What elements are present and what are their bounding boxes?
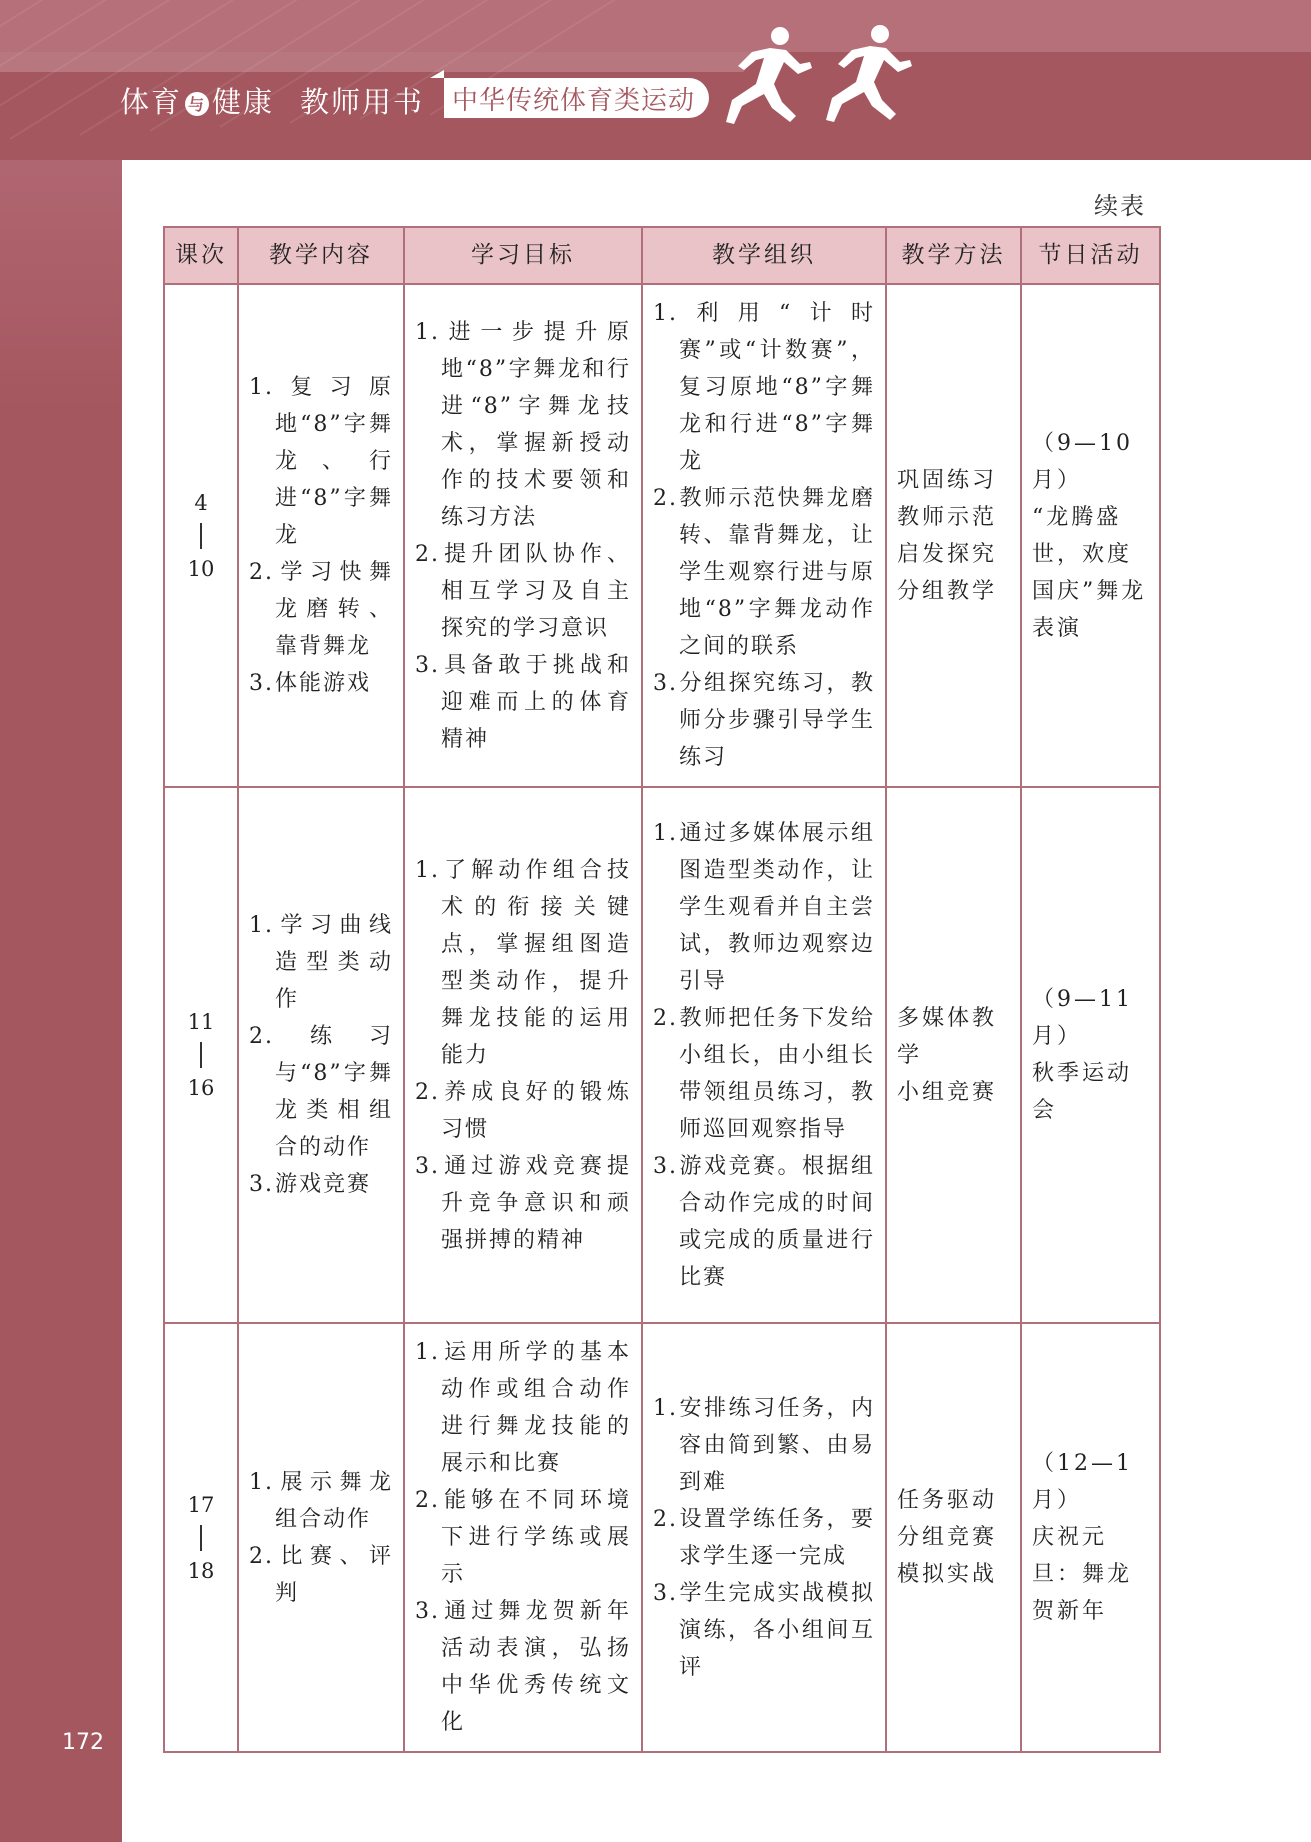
brand-part2: 健康 bbox=[212, 84, 275, 119]
festival-activity: “龙腾盛世，欢度国庆”舞龙表演 bbox=[1032, 504, 1147, 641]
methods-cell bbox=[886, 1323, 1021, 1752]
lesson-start: 4 bbox=[194, 490, 208, 515]
list-item: 2.教师把任务下发给小组长，由小组长带领组员练习，教师巡回观察指导 bbox=[653, 1005, 875, 1142]
list-item: 1.通过多媒体展示组图造型类动作，让学生观看并自主尝试，教师边观察边引导 bbox=[653, 820, 875, 994]
lesson-range bbox=[164, 284, 238, 787]
list-item: 2.教师示范快舞龙磨转、靠背舞龙，让学生观察行进与原地“8”字舞龙动作之间的联系 bbox=[653, 486, 875, 659]
list-item: 1.展示舞龙组合动作 bbox=[249, 1469, 393, 1532]
header-band bbox=[0, 0, 1311, 52]
list-item: 2.学习快舞龙磨转、靠背舞龙 bbox=[249, 560, 393, 659]
festival-activity: 庆祝元旦：舞龙贺新年 bbox=[1032, 1525, 1133, 1624]
lesson-end: 10 bbox=[187, 556, 215, 581]
list-item: 2.养成良好的锻炼习惯 bbox=[415, 1079, 631, 1142]
festival-cell bbox=[1021, 284, 1160, 787]
list-item: 2.设置学练任务，要求学生逐一完成 bbox=[653, 1506, 875, 1569]
range-bar bbox=[200, 523, 202, 549]
header-content: 教学内容 bbox=[238, 227, 404, 284]
method-item: 小组竞赛 bbox=[897, 1079, 998, 1105]
content-cell bbox=[238, 284, 404, 787]
list-item: 3.通过游戏竞赛提升竞争意识和顽强拼搏的精神 bbox=[415, 1153, 631, 1253]
list-item: 2.练习与“8”字舞龙类相组合的动作 bbox=[249, 1024, 393, 1160]
list-item: 3.具备敢于挑战和迎难而上的体育精神 bbox=[415, 652, 631, 752]
header-methods: 教学方法 bbox=[886, 227, 1021, 284]
methods-cell bbox=[886, 787, 1021, 1323]
list-item: 3.体能游戏 bbox=[249, 671, 372, 696]
left-sidebar bbox=[0, 160, 122, 1842]
methods-cell bbox=[886, 284, 1021, 787]
method-item: 分组竞赛 bbox=[897, 1525, 998, 1550]
lesson-range bbox=[164, 787, 238, 1323]
list-item: 2.提升团队协作、相互学习及自主探究的学习意识 bbox=[415, 541, 631, 641]
header-festival: 节日活动 bbox=[1021, 227, 1160, 284]
sidebar-decoration bbox=[0, 160, 122, 410]
runners-icon bbox=[712, 22, 922, 142]
method-item: 模拟实战 bbox=[897, 1562, 998, 1587]
method-item: 教师示范 bbox=[897, 504, 998, 530]
header-organization: 教学组织 bbox=[642, 227, 886, 284]
goals-cell bbox=[404, 1323, 642, 1752]
page-number: 172 bbox=[62, 1730, 104, 1755]
lesson-end: 18 bbox=[187, 1558, 215, 1583]
organization-cell bbox=[642, 284, 886, 787]
list-item: 3.学生完成实战模拟演练，各小组间互评 bbox=[653, 1580, 875, 1680]
teaching-plan-table bbox=[163, 226, 1161, 1753]
chapter-chip: 中华传统体育类运动 bbox=[444, 78, 709, 118]
list-item: 3.分组探究练习，教师分步骤引导学生练习 bbox=[653, 671, 875, 770]
list-item: 3.游戏竞赛 bbox=[249, 1172, 372, 1197]
festival-date: （9—10月） bbox=[1032, 430, 1133, 493]
organization-cell bbox=[642, 787, 886, 1323]
brand-circle-icon: 与 bbox=[185, 92, 209, 116]
table-header-row bbox=[164, 227, 1160, 284]
list-item: 3.通过舞龙贺新年活动表演，弘扬中华优秀传统文化 bbox=[415, 1599, 631, 1735]
list-item: 1.学习曲线造型类动作 bbox=[249, 913, 393, 1012]
method-item: 任务驱动 bbox=[897, 1488, 998, 1513]
list-item: 1.进一步提升原地“8”字舞龙和行进“8”字舞龙技术，掌握新授动作的技术要领和练习方法 bbox=[415, 319, 631, 530]
method-item: 多媒体教学 bbox=[897, 1005, 998, 1068]
goals-cell bbox=[404, 787, 642, 1323]
organization-cell bbox=[642, 1323, 886, 1752]
table-row bbox=[164, 1323, 1160, 1752]
brand-part1: 体育 bbox=[120, 84, 183, 119]
method-item: 启发探究 bbox=[897, 541, 998, 567]
list-item: 1.了解动作组合技术的衔接关键点，掌握组图造型类动作，提升舞龙技能的运用能力 bbox=[415, 857, 631, 1068]
brand-subtitle: 教师用书 bbox=[300, 84, 425, 119]
list-item: 1.安排练习任务，内容由简到繁、由易到难 bbox=[653, 1395, 875, 1495]
list-item: 1.利用“计时赛”或“计数赛”，复习原地“8”字舞龙和行进“8”字舞龙 bbox=[653, 301, 875, 474]
page-header bbox=[0, 0, 1311, 160]
method-item: 分组教学 bbox=[897, 578, 998, 604]
header-band-accent bbox=[0, 52, 760, 72]
lesson-start: 11 bbox=[187, 1010, 215, 1034]
festival-activity: 秋季运动会 bbox=[1032, 1061, 1133, 1123]
content-cell bbox=[238, 787, 404, 1323]
table-row bbox=[164, 284, 1160, 787]
continued-label: 续表 bbox=[1094, 192, 1146, 220]
range-bar bbox=[200, 1525, 202, 1551]
festival-date: （9—11月） bbox=[1032, 987, 1133, 1049]
festival-cell bbox=[1021, 1323, 1160, 1752]
list-item: 3.游戏竞赛。根据组合动作完成的时间或完成的质量进行比赛 bbox=[653, 1153, 875, 1290]
content-cell bbox=[238, 1323, 404, 1752]
list-item: 1.运用所学的基本动作或组合动作进行舞龙技能的展示和比赛 bbox=[415, 1340, 631, 1476]
festival-cell bbox=[1021, 787, 1160, 1323]
table-row bbox=[164, 787, 1160, 1323]
festival-date: （12—1月） bbox=[1032, 1451, 1133, 1513]
range-bar bbox=[200, 1042, 202, 1068]
lesson-start: 17 bbox=[187, 1492, 215, 1517]
list-item: 2.能够在不同环境下进行学练或展示 bbox=[415, 1488, 631, 1587]
method-item: 巩固练习 bbox=[897, 467, 998, 493]
header-lesson: 课次 bbox=[164, 227, 238, 284]
goals-cell bbox=[404, 284, 642, 787]
book-brand bbox=[120, 80, 424, 120]
header-goals: 学习目标 bbox=[404, 227, 642, 284]
list-item: 2.比赛、评判 bbox=[249, 1543, 393, 1606]
lesson-end: 16 bbox=[187, 1076, 215, 1100]
lesson-range bbox=[164, 1323, 238, 1752]
list-item: 1.复习原地“8”字舞龙、行进“8”字舞龙 bbox=[249, 375, 393, 548]
